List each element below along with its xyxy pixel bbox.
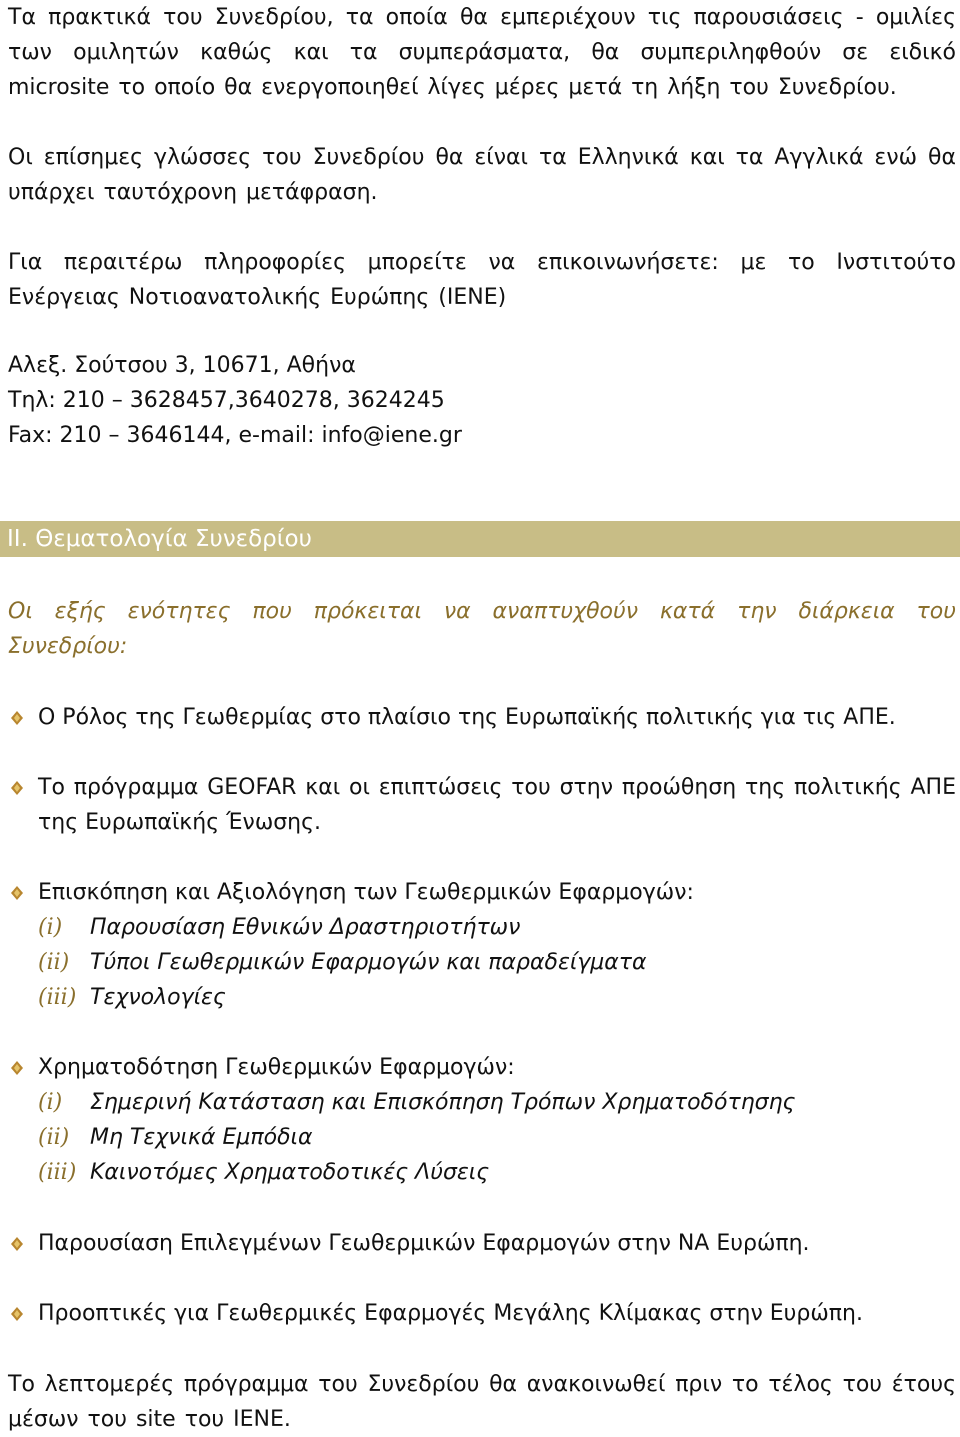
section-header: ΙΙ. Θεματολογία Συνεδρίου [0,521,960,557]
intro-paragraph-contact: Για περαιτέρω πληροφορίες μπορείτε να επικοινωνήσετε: με το Ινστιτούτο Ενέργειας Νοτιοανατολικής Ευρώπης (ΙΕΝΕ) [8,250,956,310]
topic-item: Προοπτικές για Γεωθερμικές Εφαρμογές Μεγάλης Κλίμακας στην Ευρώπη. [8,1296,956,1331]
subitem: (ii) Τύποι Γεωθερμικών Εφαρμογών και παραδείγματα [38,950,647,975]
closing-paragraph: Το λεπτομερές πρόγραμμα του Συνεδρίου θα ανακοινωθεί πριν το τέλος του έτους μέσων του site του ΙΕΝΕ. [8,1372,956,1432]
address-phone: Τηλ: 210 – 3628457,3640278, 3624245 [8,388,445,413]
diamond-bullet-icon [8,1236,26,1252]
diamond-bullet-icon [8,780,26,796]
subitem: (iii) Τεχνολογίες [38,985,226,1010]
diamond-bullet-icon [8,1306,26,1322]
address-block [8,348,956,453]
topic-item: Επισκόπηση και Αξιολόγηση των Γεωθερμικών Εφαρμογών: (i) Παρουσίαση Εθνικών Δραστηριοτήτων (ii) Τύποι Γεωθερμικών Εφαρμογών και παραδείγματα (iii) Τεχνολογίες [8,875,956,1015]
topic-item: Παρουσίαση Επιλεγμένων Γεωθερμικών Εφαρμογών στην ΝΑ Ευρώπη. [8,1226,956,1261]
address-street: Αλεξ. Σούτσου 3, 10671, Αθήνα [8,353,356,378]
intro-paragraph-proceedings: Τα πρακτικά του Συνεδρίου, τα οποία θα εμπεριέχουν τις παρουσιάσεις - ομιλίες των ομιλητών καθώς και τα συμπεράσματα, θα συμπεριληφθούν σε ειδικό microsite το οποίο θα ενεργοποιηθεί λίγες μέρες μετά τη λήξη του Συνεδρίου. [8,5,956,100]
diamond-bullet-icon [8,710,26,726]
intro-paragraph-languages: Οι επίσημες γλώσσες του Συνεδρίου θα είναι τα Ελληνικά και τα Αγγλικά ενώ θα υπάρχει ταυτόχρονη μετάφραση. [8,145,956,205]
subitem: (i) Σημερινή Κατάσταση και Επισκόπηση Τρόπων Χρηματοδότησης [38,1090,796,1115]
subitem: (i) Παρουσίαση Εθνικών Δραστηριοτήτων [38,915,521,940]
topic-item: Χρηματοδότηση Γεωθερμικών Εφαρμογών: (i) Σημερινή Κατάσταση και Επισκόπηση Τρόπων Χρηματοδότησης (ii) Μη Τεχνικά Εμπόδια (iii) Καινοτόμες Χρηματοδοτικές Λύσεις [8,1050,956,1190]
topic-item: Το πρόγραμμα GEOFAR και οι επιπτώσεις του στην προώθηση της πολιτικής ΑΠΕ της Ευρωπαϊκής Ένωσης. [8,770,956,840]
topic-item: Ο Ρόλος της Γεωθερμίας στο πλαίσιο της Ευρωπαϊκής πολιτικής για τις ΑΠΕ. [8,700,956,735]
address-fax-email: Fax: 210 – 3646144, e-mail: info@iene.gr [8,423,462,448]
diamond-bullet-icon [8,1060,26,1076]
subitem: (ii) Μη Τεχνικά Εμπόδια [38,1125,313,1150]
subitem: (iii) Καινοτόμες Χρηματοδοτικές Λύσεις [38,1160,490,1185]
diamond-bullet-icon [8,885,26,901]
section-subtitle: Οι εξής ενότητες που πρόκειται να αναπτυχθούν κατά την διάρκεια του Συνεδρίου: [8,599,956,659]
